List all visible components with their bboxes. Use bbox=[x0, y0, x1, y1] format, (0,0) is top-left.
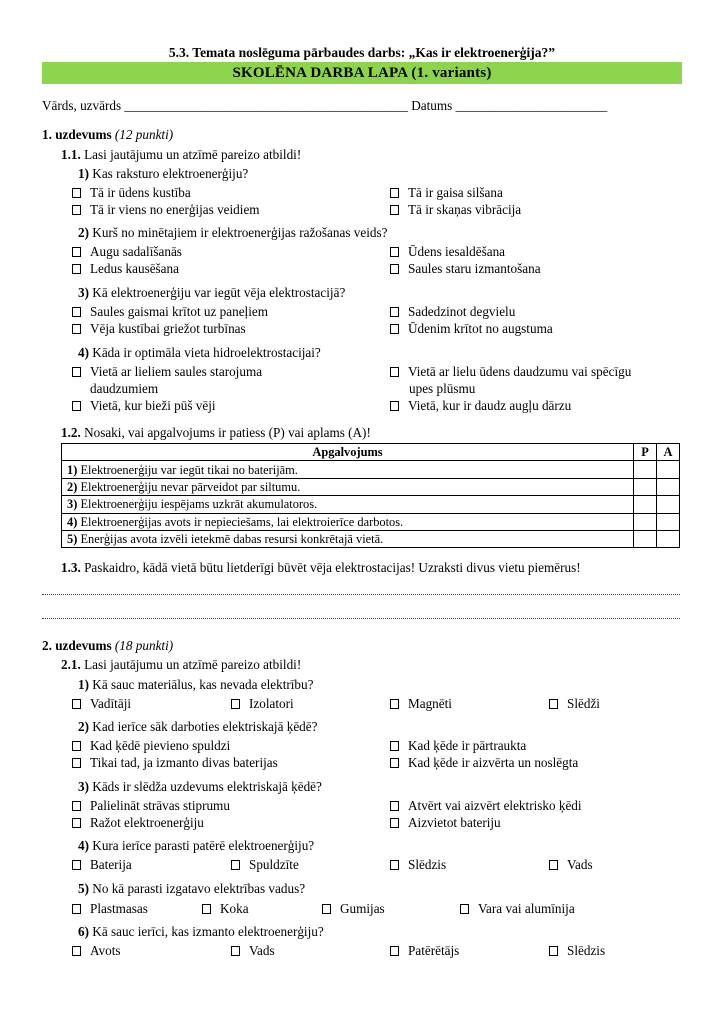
column-a: A bbox=[657, 444, 680, 461]
option-label: Vēja kustībai griežot turbīnas bbox=[90, 321, 246, 336]
question-text: Kā sauc ierīci, kas izmanto elektroenerģiju? bbox=[92, 924, 324, 939]
question-number: 6) bbox=[78, 924, 89, 939]
checkbox-icon[interactable] bbox=[390, 801, 399, 811]
statement-cell bbox=[62, 496, 634, 513]
answer-cell-a[interactable] bbox=[657, 478, 680, 495]
answer-cell-a[interactable] bbox=[657, 496, 680, 513]
checkbox-icon[interactable] bbox=[549, 860, 558, 870]
question-1-1-4 bbox=[78, 344, 321, 361]
option-1-1-1-b[interactable] bbox=[390, 184, 503, 201]
option-1-1-2-c[interactable] bbox=[72, 260, 179, 277]
option-2-1-6-d[interactable] bbox=[549, 942, 605, 959]
question-text: Kāds ir slēdža uzdevums elektriskajā ķēdē? bbox=[92, 779, 322, 794]
answer-cell-a[interactable] bbox=[657, 461, 680, 478]
question-text: Kura ierīce parasti patērē elektroenerģiju? bbox=[92, 838, 315, 853]
option-label: Koka bbox=[220, 901, 249, 916]
task1-1-num: 1.1. bbox=[61, 147, 81, 162]
task2-1-text: Lasi jautājumu un atzīmē pareizo atbildi! bbox=[84, 657, 302, 672]
checkbox-icon[interactable] bbox=[322, 904, 331, 914]
question-text: Kad ierīce sāk darboties elektriskajā ķēdē? bbox=[92, 719, 318, 734]
option-label: Gumijas bbox=[340, 901, 385, 916]
option-2-1-5-c[interactable] bbox=[322, 900, 385, 917]
task1-title: 1. uzdevums bbox=[42, 127, 112, 142]
task1-2-instruction bbox=[61, 424, 371, 441]
option-2-1-6-b[interactable] bbox=[231, 942, 275, 959]
question-2-1-4 bbox=[78, 837, 314, 854]
checkbox-icon[interactable] bbox=[390, 324, 399, 334]
worksheet-banner: SKOLĒNA DARBA LAPA (1. variants) bbox=[42, 62, 682, 84]
option-1-1-2-b[interactable] bbox=[390, 243, 505, 260]
question-text: Kurš no minētajiem ir elektroenerģijas ražošanas veids? bbox=[92, 225, 388, 240]
option-1-1-1-d[interactable] bbox=[390, 201, 521, 218]
statement-cell bbox=[62, 461, 634, 478]
option-1-1-4-c[interactable] bbox=[72, 397, 216, 414]
checkbox-icon[interactable] bbox=[390, 188, 399, 198]
checkbox-icon[interactable] bbox=[549, 699, 558, 709]
answer-cell-p[interactable] bbox=[634, 461, 657, 478]
table-row bbox=[62, 530, 680, 547]
option-1-1-3-d[interactable] bbox=[390, 320, 553, 337]
checkbox-icon[interactable] bbox=[390, 247, 399, 257]
statement-cell bbox=[62, 478, 634, 495]
answer-line-2[interactable] bbox=[42, 618, 680, 619]
option-label: Vadītāji bbox=[90, 696, 132, 711]
statement-cell bbox=[62, 513, 634, 530]
checkbox-icon[interactable] bbox=[72, 307, 81, 317]
checkbox-icon[interactable] bbox=[72, 818, 81, 828]
option-2-1-2-a[interactable] bbox=[72, 737, 230, 754]
option-2-1-3-b[interactable] bbox=[390, 797, 582, 814]
table-row bbox=[62, 496, 680, 513]
row-text: Elektroenerģiju iespējams uzkrāt akumulatoros. bbox=[80, 497, 318, 512]
option-2-1-4-a[interactable] bbox=[72, 856, 132, 873]
option-2-1-5-b[interactable] bbox=[202, 900, 249, 917]
question-number: 1) bbox=[78, 677, 89, 692]
option-label: Plastmasas bbox=[90, 901, 148, 916]
checkbox-icon[interactable] bbox=[390, 758, 399, 768]
checkbox-icon[interactable] bbox=[72, 264, 81, 274]
option-label: Ledus kausēšana bbox=[90, 261, 179, 276]
checkbox-icon[interactable] bbox=[72, 741, 81, 751]
answer-cell-p[interactable] bbox=[634, 478, 657, 495]
option-1-1-4-b[interactable] bbox=[390, 363, 631, 380]
option-2-1-4-d[interactable] bbox=[549, 856, 593, 873]
option-label: Palielināt strāvas stiprumu bbox=[90, 798, 230, 813]
task2-title: 2. uzdevums bbox=[42, 638, 112, 653]
checkbox-icon[interactable] bbox=[390, 307, 399, 317]
option-label: Slēdzis bbox=[408, 857, 447, 872]
option-2-1-3-d[interactable] bbox=[390, 814, 501, 831]
checkbox-icon[interactable] bbox=[72, 324, 81, 334]
checkbox-icon[interactable] bbox=[460, 904, 469, 914]
option-label: Izolatori bbox=[249, 696, 294, 711]
option-label: Vads bbox=[249, 943, 275, 958]
option-2-1-1-a[interactable] bbox=[72, 695, 131, 712]
option-2-1-1-c[interactable] bbox=[390, 695, 452, 712]
task2-1-num: 2.1. bbox=[61, 657, 81, 672]
option-label: Tā ir skaņas vibrācija bbox=[408, 202, 522, 217]
question-text: No kā parasti izgatavo elektrības vadus? bbox=[92, 881, 306, 896]
question-1-1-3 bbox=[78, 284, 345, 301]
question-number: 4) bbox=[78, 838, 89, 853]
statement-cell bbox=[62, 530, 634, 547]
checkbox-icon[interactable] bbox=[72, 367, 81, 377]
option-label: Tikai tad, ja izmanto divas baterijas bbox=[90, 755, 278, 770]
question-number: 5) bbox=[78, 881, 89, 896]
checkbox-icon[interactable] bbox=[390, 264, 399, 274]
checkbox-icon[interactable] bbox=[202, 904, 211, 914]
option-label: Kad ķēdē pievieno spuldzi bbox=[90, 738, 231, 753]
checkbox-icon[interactable] bbox=[72, 188, 81, 198]
checkbox-icon[interactable] bbox=[72, 904, 81, 914]
option-label: Spuldzīte bbox=[249, 857, 299, 872]
option-label: Atvērt vai aizvērt elektrisko ķēdi bbox=[408, 798, 582, 813]
option-2-1-6-a[interactable] bbox=[72, 942, 121, 959]
option-2-1-3-c[interactable] bbox=[72, 814, 204, 831]
row-text: Elektroenerģiju nevar pārveidot par siltumu. bbox=[80, 479, 301, 494]
question-2-1-6 bbox=[78, 923, 324, 940]
question-number: 3) bbox=[78, 285, 89, 300]
option-label: Slēdzis bbox=[567, 943, 606, 958]
option-2-1-5-d[interactable] bbox=[460, 900, 575, 917]
option-2-1-1-d[interactable] bbox=[549, 695, 600, 712]
answer-cell-a[interactable] bbox=[657, 513, 680, 530]
row-number: 3) bbox=[67, 497, 78, 512]
option-label: Vietā, kur ir daudz augļu dārzu bbox=[408, 398, 572, 413]
task1-3-num: 1.3. bbox=[61, 560, 81, 575]
task1-2-text: Nosaki, vai apgalvojums ir patiess (P) vai aplams (A)! bbox=[84, 425, 371, 440]
date-line[interactable]: _______________________ bbox=[455, 98, 608, 113]
question-1-1-1 bbox=[78, 165, 248, 182]
option-1-1-4-a[interactable] bbox=[72, 363, 262, 380]
table-header-row bbox=[62, 444, 680, 461]
option-label: Kad ķēde ir aizvērta un noslēgta bbox=[408, 755, 579, 770]
option-label: Vads bbox=[567, 857, 593, 872]
checkbox-icon[interactable] bbox=[72, 946, 81, 956]
option-2-1-2-c[interactable] bbox=[72, 754, 278, 771]
question-number: 4) bbox=[78, 345, 89, 360]
option-2-1-1-b[interactable] bbox=[231, 695, 294, 712]
task2-points: (18 punkti) bbox=[114, 638, 174, 653]
table-row bbox=[62, 513, 680, 530]
task1-1-text: Lasi jautājumu un atzīmē pareizo atbildi! bbox=[84, 147, 302, 162]
name-field-row bbox=[42, 97, 607, 114]
name-line[interactable]: ___________________________________________ bbox=[124, 98, 408, 113]
question-text: Kas raksturo elektroenerģiju? bbox=[92, 166, 249, 181]
checkbox-icon[interactable] bbox=[72, 758, 81, 768]
answer-cell-p[interactable] bbox=[634, 530, 657, 547]
question-text: Kāda ir optimāla vieta hidroelektrostacijai? bbox=[92, 345, 321, 360]
option-2-1-2-b[interactable] bbox=[390, 737, 526, 754]
checkbox-icon[interactable] bbox=[390, 818, 399, 828]
statement-table bbox=[61, 443, 680, 548]
option-1-1-3-c[interactable] bbox=[72, 320, 246, 337]
date-label: Datums bbox=[411, 98, 453, 113]
option-label: Baterija bbox=[90, 857, 132, 872]
task2-1-instruction bbox=[61, 656, 301, 673]
option-label: Slēdži bbox=[567, 696, 600, 711]
option-label: Vietā ar lielu ūdens daudzumu vai spēcīgu bbox=[408, 364, 632, 379]
answer-cell-a[interactable] bbox=[657, 530, 680, 547]
option-1-1-4-d[interactable] bbox=[390, 397, 571, 414]
question-text: Kā sauc materiālus, kas nevada elektrību? bbox=[92, 677, 314, 692]
option-label: Aizvietot bateriju bbox=[408, 815, 501, 830]
question-2-1-5 bbox=[78, 880, 305, 897]
option-label: Kad ķēde ir pārtraukta bbox=[408, 738, 527, 753]
row-number: 2) bbox=[67, 479, 78, 494]
checkbox-icon[interactable] bbox=[390, 741, 399, 751]
checkbox-icon[interactable] bbox=[72, 801, 81, 811]
checkbox-icon[interactable] bbox=[390, 205, 399, 215]
task1-3-text: Paskaidro, kādā vietā būtu lietderīgi būvēt vēja elektrostacijas! Uzraksti divus vietu piemērus! bbox=[84, 560, 581, 575]
option-1-1-2-d[interactable] bbox=[390, 260, 541, 277]
checkbox-icon[interactable] bbox=[72, 401, 81, 411]
option-label: Augu sadalīšanās bbox=[90, 244, 182, 259]
option-label: Saules gaismai krītot uz paneļiem bbox=[90, 304, 268, 319]
checkbox-icon[interactable] bbox=[390, 860, 399, 870]
task1-points: (12 punkti) bbox=[114, 127, 174, 142]
option-label-continued: upes plūsmu bbox=[409, 381, 476, 396]
option-label: Vietā, kur bieži pūš vēji bbox=[90, 398, 216, 413]
option-2-1-3-a[interactable] bbox=[72, 797, 230, 814]
option-label: Saules staru izmantošana bbox=[408, 261, 541, 276]
checkbox-icon[interactable] bbox=[390, 367, 399, 377]
checkbox-icon[interactable] bbox=[390, 946, 399, 956]
option-label: Ūdenim krītot no augstuma bbox=[408, 321, 553, 336]
option-1-1-2-a[interactable] bbox=[72, 243, 182, 260]
task1-1-instruction bbox=[61, 146, 301, 163]
option-label: Vara vai alumīnija bbox=[478, 901, 575, 916]
row-number: 1) bbox=[67, 462, 78, 477]
option-label: Patērētājs bbox=[408, 943, 460, 958]
question-number: 2) bbox=[78, 225, 89, 240]
question-number: 1) bbox=[78, 166, 89, 181]
question-1-1-2 bbox=[78, 224, 387, 241]
option-label: Vietā ar lieliem saules starojuma bbox=[90, 364, 263, 379]
answer-cell-p[interactable] bbox=[634, 496, 657, 513]
checkbox-icon[interactable] bbox=[72, 205, 81, 215]
option-label: Tā ir gaisa silšana bbox=[408, 185, 503, 200]
answer-line-1[interactable] bbox=[42, 594, 680, 595]
column-p: P bbox=[634, 444, 657, 461]
option-label: Ražot elektroenerģiju bbox=[90, 815, 204, 830]
question-2-1-3 bbox=[78, 778, 322, 795]
row-text: Enerģijas avota izvēli ietekmē dabas resursi konkrētajā vietā. bbox=[80, 532, 384, 547]
checkbox-icon[interactable] bbox=[231, 946, 240, 956]
question-2-1-2 bbox=[78, 718, 317, 735]
option-label: Magnēti bbox=[408, 696, 452, 711]
option-2-1-2-d[interactable] bbox=[390, 754, 578, 771]
row-text: Elektroenerģiju var iegūt tikai no baterijām. bbox=[80, 462, 298, 477]
option-2-1-4-b[interactable] bbox=[231, 856, 299, 873]
checkbox-icon[interactable] bbox=[72, 699, 81, 709]
answer-cell-p[interactable] bbox=[634, 513, 657, 530]
checkbox-icon[interactable] bbox=[390, 401, 399, 411]
row-text: Elektroenerģijas avots ir nepieciešams, lai elektroierīce darbotos. bbox=[80, 514, 404, 529]
option-1-1-1-c[interactable] bbox=[72, 201, 260, 218]
option-1-1-1-a[interactable] bbox=[72, 184, 191, 201]
option-label: Ūdens iesaldēšana bbox=[408, 244, 506, 259]
checkbox-icon[interactable] bbox=[231, 860, 240, 870]
table-row bbox=[62, 461, 680, 478]
column-statement: Apgalvojums bbox=[62, 444, 634, 461]
question-text: Kā elektroenerģiju var iegūt vēja elektrostacijā? bbox=[92, 285, 346, 300]
table-row bbox=[62, 478, 680, 495]
row-number: 4) bbox=[67, 514, 78, 529]
option-label: Sadedzinot degvielu bbox=[408, 304, 516, 319]
option-label: Avots bbox=[90, 943, 121, 958]
checkbox-icon[interactable] bbox=[549, 946, 558, 956]
option-label: Tā ir ūdens kustība bbox=[90, 185, 191, 200]
task1-3-instruction bbox=[61, 559, 581, 576]
option-2-1-4-c[interactable] bbox=[390, 856, 446, 873]
option-1-1-3-a[interactable] bbox=[72, 303, 268, 320]
question-2-1-1 bbox=[78, 676, 313, 693]
question-number: 3) bbox=[78, 779, 89, 794]
option-label-continued: daudzumiem bbox=[90, 381, 159, 396]
task1-heading bbox=[42, 126, 173, 143]
option-2-1-5-a[interactable] bbox=[72, 900, 148, 917]
name-label: Vārds, uzvārds bbox=[42, 98, 122, 113]
worksheet-title: 5.3. Temata noslēguma pārbaudes darbs: „Kas ir elektroenerģija?” bbox=[168, 45, 556, 60]
checkbox-icon[interactable] bbox=[72, 247, 81, 257]
question-number: 2) bbox=[78, 719, 89, 734]
checkbox-icon[interactable] bbox=[390, 699, 399, 709]
option-1-1-3-b[interactable] bbox=[390, 303, 515, 320]
task1-2-num: 1.2. bbox=[61, 425, 81, 440]
checkbox-icon[interactable] bbox=[72, 860, 81, 870]
option-2-1-6-c[interactable] bbox=[390, 942, 459, 959]
checkbox-icon[interactable] bbox=[231, 699, 240, 709]
option-label: Tā ir viens no enerģijas veidiem bbox=[90, 202, 260, 217]
row-number: 5) bbox=[67, 532, 78, 547]
task2-heading bbox=[42, 637, 173, 654]
